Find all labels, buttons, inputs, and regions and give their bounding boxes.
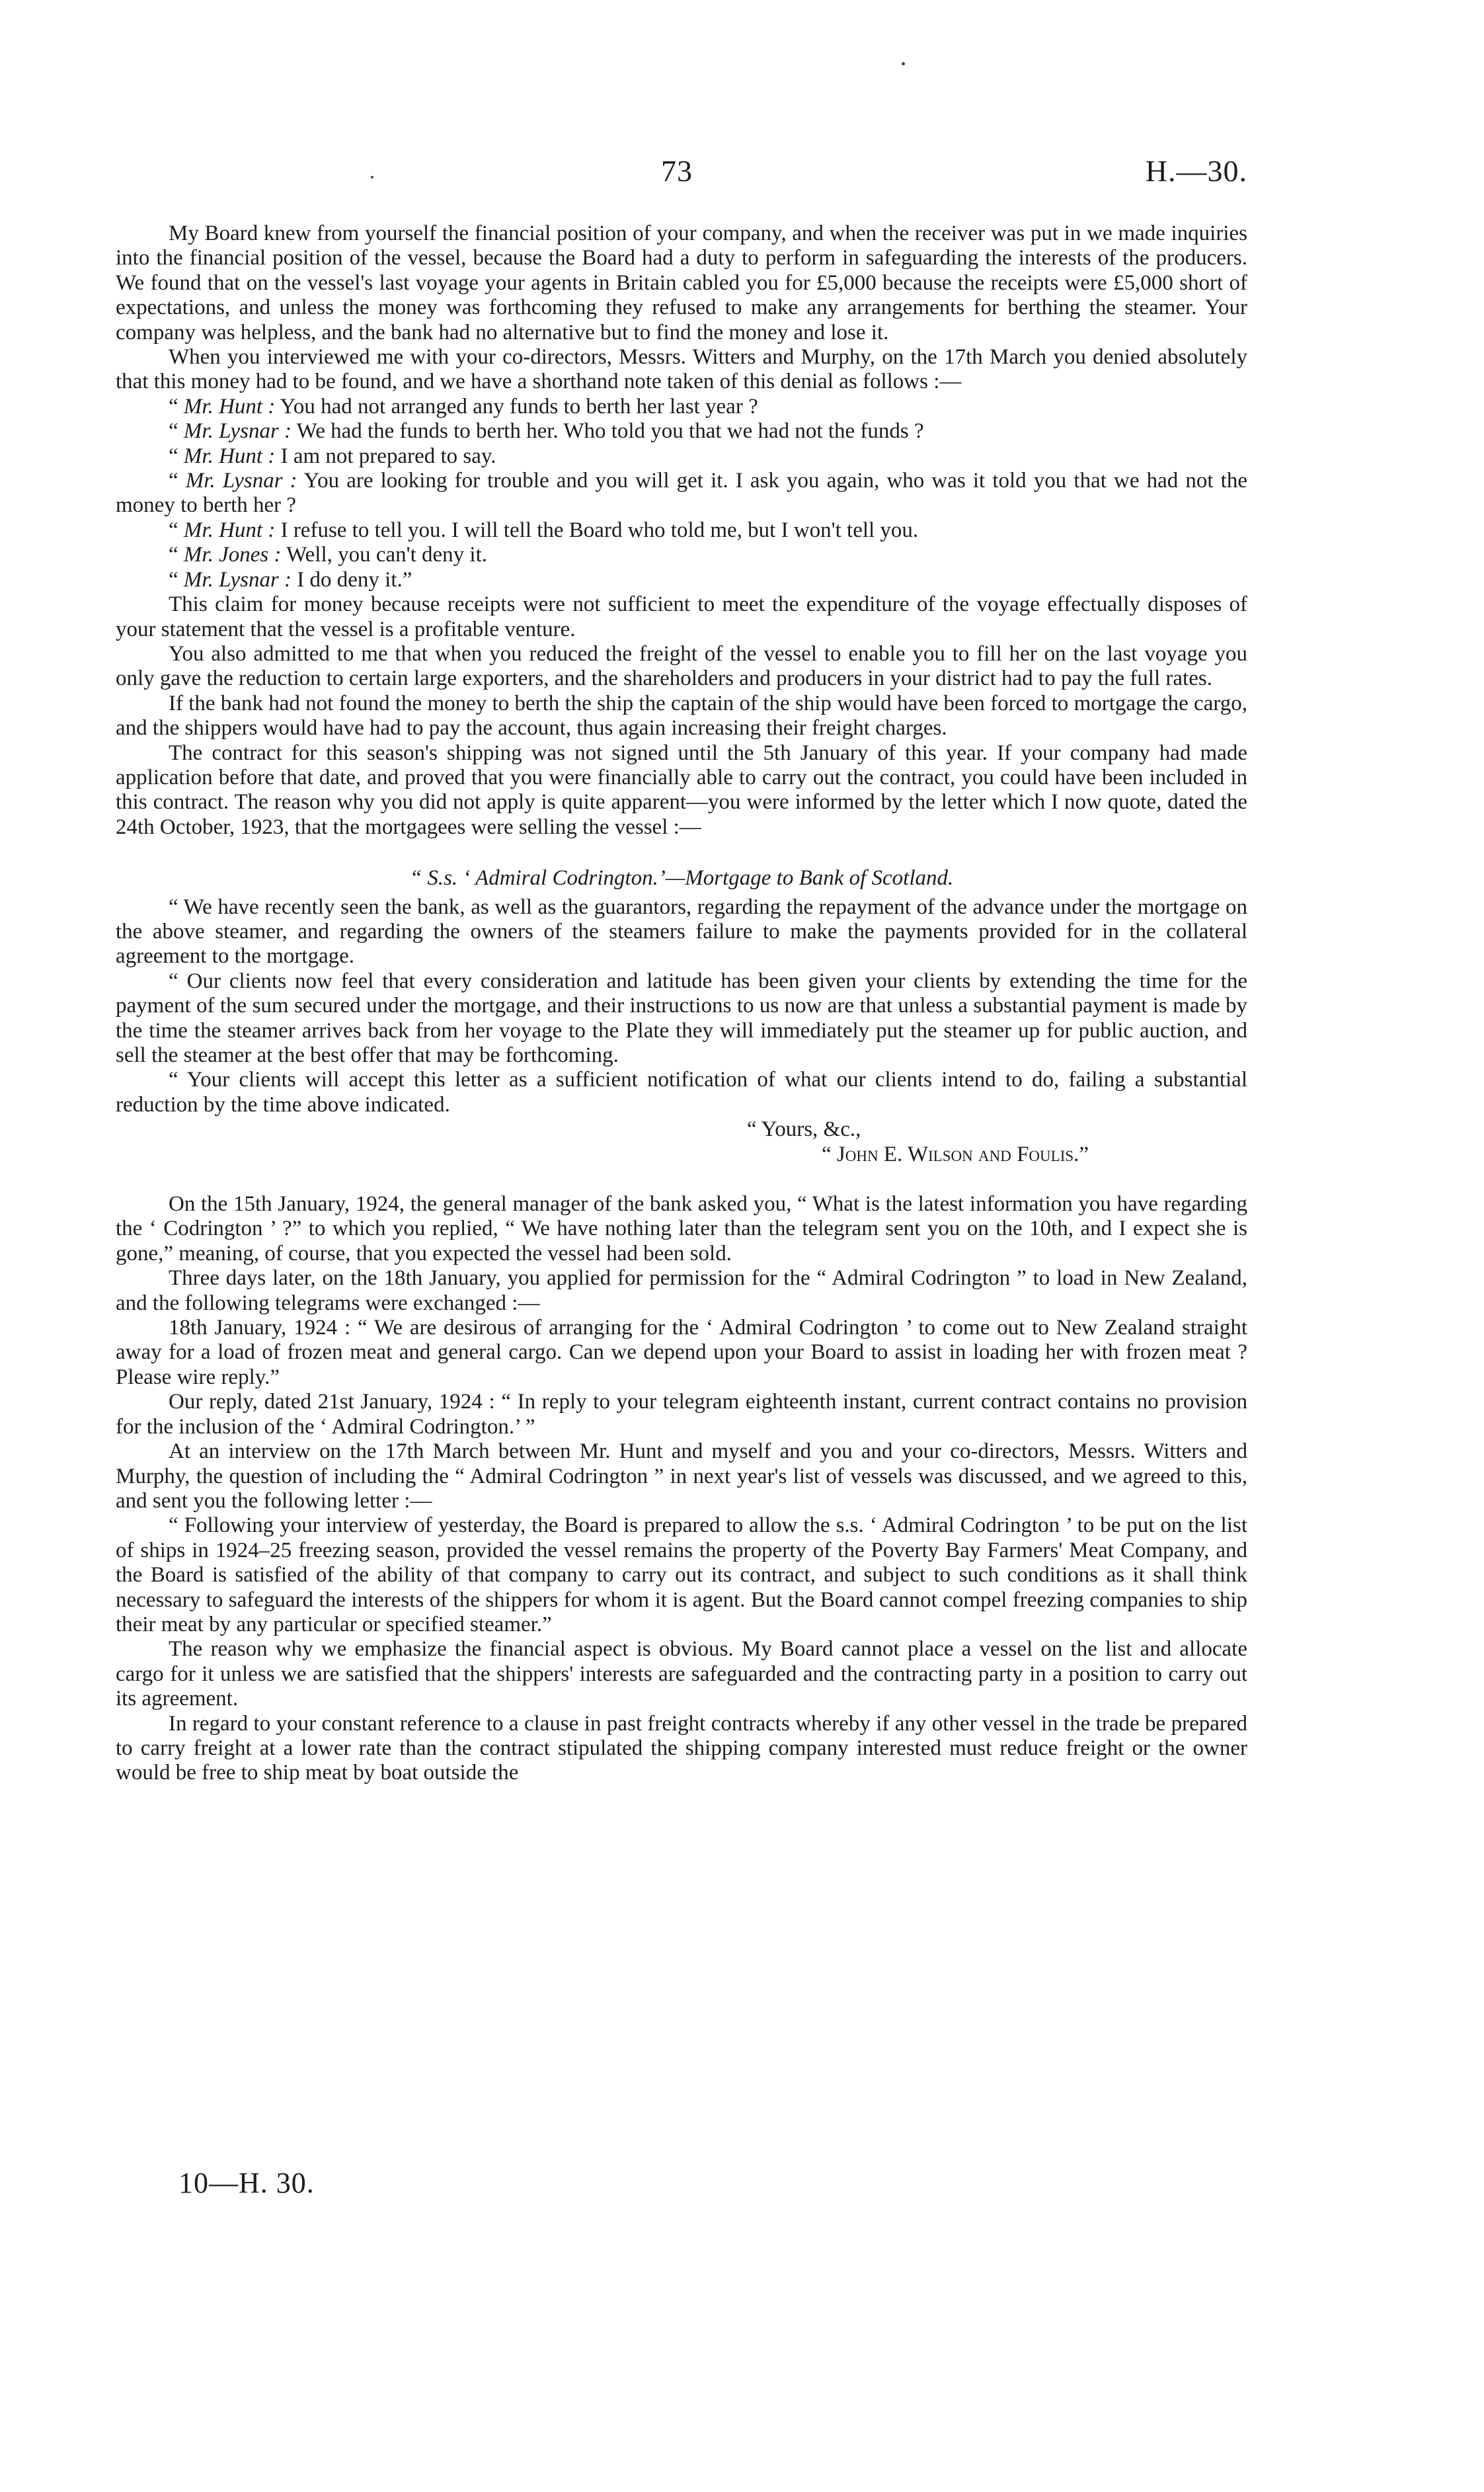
dialogue-line: “ Mr. Lysnar : We had the funds to berth her. Who told you that we had not the funds ? xyxy=(169,419,924,444)
speaker-name: Mr. Lysnar : xyxy=(183,567,292,592)
letter-closing: “ Yours, &c., xyxy=(747,1117,861,1142)
paragraph: If the bank had not found the money to berth the ship the captain of the ship would have been forced to mortgage the cargo, and the shippers would have had to pay the account, thus again increasing their freight charges. xyxy=(116,691,1247,741)
document-body xyxy=(116,221,1247,1786)
dialogue-line: “ Mr. Jones : Well, you can't deny it. xyxy=(169,543,488,567)
paragraph: At an interview on the 17th March between Mr. Hunt and myself and you and your co-directors, Messrs. Witters and Murphy, the question of including the “ Admiral Codrington ” in next year's list of vessels was discussed, and we agreed to this, and sent you the following letter :— xyxy=(116,1439,1247,1513)
speaker-name: Mr. Lysnar : xyxy=(183,419,292,444)
dialogue-line: “ Mr. Hunt : I refuse to tell you. I will tell the Board who told me, but I won't tell you. xyxy=(169,518,919,542)
paragraph: This claim for money because receipts were not sufficient to meet the expenditure of the voyage effectually disposes of your statement that the vessel is a profitable venture. xyxy=(116,592,1247,641)
paragraph: When you interviewed me with your co-directors, Messrs. Witters and Murphy, on the 17th March you denied absolutely that this money had to be found, and we have a shorthand note taken of this denial as follows :— xyxy=(116,345,1247,394)
speaker-name: Mr. Hunt : xyxy=(183,444,276,468)
letter-paragraph: “ Our clients now feel that every consideration and latitude has been given your clients by extending the time for the payment of the sum secured under the mortgage, and their instructions to us now are that unless a substantial payment is made by the time the steamer arrives back from her voyage to the Plate they will immediately put the steamer up for public auction, and sell the steamer at the best offer that may be forthcoming. xyxy=(116,969,1247,1067)
report-code: H.—30. xyxy=(1145,154,1247,188)
page-header xyxy=(0,153,1484,193)
speaker-name: Mr. Hunt : xyxy=(183,518,276,542)
paragraph: Three days later, on the 18th January, you applied for permission for the “ Admiral Codrington ” to load in New Zealand, and the following telegrams were exchanged :— xyxy=(116,1266,1247,1315)
footer-code: 10—H. 30. xyxy=(178,2167,315,2199)
dialogue-line: “ Mr. Hunt : I am not prepared to say. xyxy=(169,444,496,468)
speaker-name: Mr. Lysnar : xyxy=(185,469,297,493)
letter-heading: “ S.s. ‘ Admiral Codrington.’—Mortgage to Bank of Scotland. xyxy=(409,866,954,891)
stray-mark xyxy=(902,62,905,65)
letter-signature: “ John E. Wilson and Foulis.” xyxy=(822,1142,1089,1166)
page-number: 73 xyxy=(661,154,693,188)
dialogue-line: “ Mr. Lysnar : I do deny it.” xyxy=(169,567,412,592)
paragraph: The contract for this season's shipping was not signed until the 5th January of this year. If your company had made application before that date, and proved that you were financially able to carry out the contract, you could have been included in this contract. The reason why you did not apply is quite apparent—you were informed by the letter which I now quote, dated the 24th October, 1923, that the mortgagees were selling the vessel :— xyxy=(116,741,1247,839)
paragraph: On the 15th January, 1924, the general manager of the bank asked you, “ What is the latest information you have regarding the ‘ Codrington ’ ?” to which you replied, “ We have nothing later than the telegram sent you on the 10th, and I expect she is gone,” meaning, of course, that you expected the vessel had been sold. xyxy=(116,1192,1247,1266)
paragraph: 18th January, 1924 : “ We are desirous of arranging for the ‘ Admiral Codrington ’ to come out to New Zealand straight away for a load of frozen meat and general cargo. Can we depend upon your Board to assist in loading her with frozen meat ? Please wire reply.” xyxy=(116,1316,1247,1389)
speaker-name: Mr. Hunt : xyxy=(183,394,276,419)
letter-paragraph: “ We have recently seen the bank, as well as the guarantors, regarding the repayment of the advance under the mortgage on the above steamer, and regarding the owners of the steamers failure to make the payments provided for in the collateral agreement to the mortgage. xyxy=(116,895,1247,969)
paragraph: Our reply, dated 21st January, 1924 : “ In reply to your telegram eighteenth instant, current contract contains no provision for the inclusion of the ‘ Admiral Codrington.’ ” xyxy=(116,1390,1247,1439)
paragraph: The reason why we emphasize the financial aspect is obvious. My Board cannot place a vessel on the list and allocate cargo for it unless we are satisfied that the shippers' interests are safeguarded and the contracting party in a position to carry out its agreement. xyxy=(116,1637,1247,1711)
letter-paragraph: “ Your clients will accept this letter as a sufficient notification of what our clients intend to do, failing a substantial reduction by the time above indicated. xyxy=(116,1068,1247,1117)
paragraph: In regard to your constant reference to a clause in past freight contracts whereby if any other vessel in the trade be prepared to carry freight at a lower rate than the contract stipulated the shipping company interested must reduce freight or the owner would be free to ship meat by boat outside the xyxy=(116,1711,1247,1785)
paragraph: My Board knew from yourself the financial position of your company, and when the receiver was put in we made inquiries into the financial position of the vessel, because the Board had a duty to perform in safeguarding the interests of the producers. We found that on the vessel's last voyage your agents in Britain cabled you for £5,000 because the receipts were £5,000 short of expectations, and unless the money was forthcoming they refused to make any arrangements for berthing the steamer. Your company was helpless, and the bank had no alternative but to find the money and lose it. xyxy=(116,221,1247,344)
dialogue-line: “ Mr. Lysnar : You are looking for trouble and you will get it. I ask you again, who was it told you that we had not the money to berth her ? xyxy=(116,469,1248,518)
speaker-name: Mr. Jones : xyxy=(183,543,282,567)
paragraph: You also admitted to me that when you reduced the freight of the vessel to enable you to fill her on the last voyage you only gave the reduction to certain large exporters, and the shareholders and producers in your district had to pay the full rates. xyxy=(116,641,1247,691)
quoted-letter: “ Following your interview of yesterday, the Board is prepared to allow the s.s. ‘ Admiral Codrington ’ to be put on the list of ships in 1924–25 freezing season, provided the vessel remains the property of the Poverty Bay Farmers' Meat Company, and the Board is satisfied of the ability of that company to carry out its contract, and subject to such conditions as it shall think necessary to safeguard the interests of the shippers for whom it is agent. But the Board cannot compel freezing companies to ship their meat by any particular or specified steamer.” xyxy=(116,1513,1247,1636)
dialogue-line: “ Mr. Hunt : You had not arranged any funds to berth her last year ? xyxy=(169,394,758,419)
